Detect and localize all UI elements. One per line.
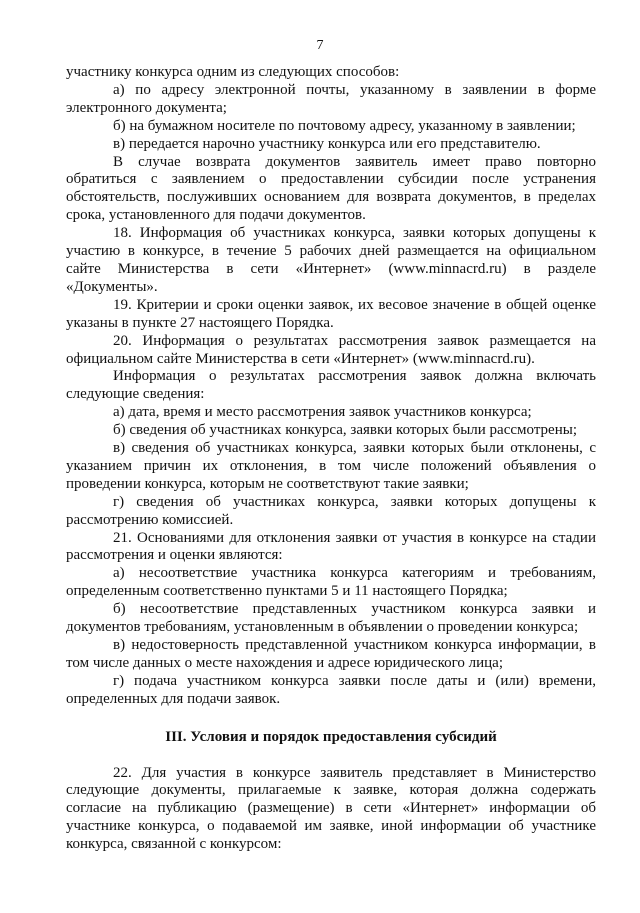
text-line: Информация о результатах рассмотрения заявок должна включать — [113, 368, 596, 385]
text-line: в) недостоверность представленной участником конкурса информации, в — [113, 637, 596, 653]
text-line: «Документы». — [66, 278, 158, 295]
text-line: б) сведения об участниках конкурса, заявки которых были рассмотрены; — [113, 422, 577, 439]
text-line: г) подача участником конкурса заявки после даты и (или) времени, — [113, 672, 596, 689]
text-line: в) сведения об участниках конкурса, заявки которых были отклонены, с — [113, 440, 596, 457]
text-line: б) на бумажном носителе по почтовому адресу, указанному в заявлении; — [113, 117, 576, 134]
text-line: следующие сведения: — [66, 386, 205, 403]
text-line: участнике конкурса, о подаваемой им заявке, иной информации об участнике — [66, 818, 596, 835]
text-line: 19. Критерии и сроки оценки заявок, их весовое значение в общей оценке — [113, 296, 596, 313]
section-heading: III. Условия и порядок предоставления субсидий — [165, 728, 497, 745]
page-number: 7 — [316, 38, 324, 53]
text-line: срока, установленного для подачи документов. — [66, 207, 366, 224]
text-line: В случае возврата документов заявитель имеет право повторно — [113, 153, 596, 170]
text-line: б) несоответствие представленных участником конкурса заявки и — [113, 601, 596, 618]
text-line: конкурса, связанной с конкурсом: — [66, 836, 282, 853]
text-line: 22. Для участия в конкурсе заявитель представляет в Министерство — [113, 764, 596, 781]
text-line: рассмотрения и оценки являются: — [66, 547, 283, 564]
text-block-procedure — [66, 64, 596, 709]
text-line: сайте Министерства в сети «Интернет» (www.minnacrd.ru) в разделе — [66, 260, 596, 277]
text-line: согласие на публикацию (размещение) в сети «Интернет» информации об — [66, 800, 596, 817]
text-block-conditions — [66, 765, 596, 855]
text-line: следующие документы, прилагаемые к заявке, которая должна содержать — [66, 782, 596, 799]
text-line: указаны в пункте 27 настоящего Порядка. — [66, 314, 334, 331]
text-line: обратиться с заявлением о предоставлении субсидии после устранения — [66, 171, 596, 188]
text-line: 20. Информация о результатах рассмотрения заявок размещается на — [113, 332, 596, 349]
text-line: обстоятельств, послуживших основанием для возврата документов, в пределах — [66, 189, 596, 206]
text-line: указанием причин их отклонения, в том числе положений объявления о — [66, 457, 596, 474]
text-line: а) несоответствие участника конкурса категориям и требованиям, — [113, 565, 596, 582]
text-line: а) дата, время и место рассмотрения заявок участников конкурса; — [113, 404, 532, 421]
text-line: документов требованиям, установленным в объявлении о проведении конкурса; — [66, 619, 579, 636]
text-line: участию в конкурсе, в течение 5 рабочих дней размещается на официальном — [66, 243, 596, 260]
text-line: определенных для подачи заявок. — [66, 690, 281, 707]
document-body — [66, 64, 596, 854]
text-line: в) передается нарочно участнику конкурса или его представителю. — [113, 135, 541, 152]
text-line: а) по адресу электронной почты, указанному в заявлении в форме — [113, 81, 596, 98]
text-line: участнику конкурса одним из следующих способов: — [66, 64, 400, 80]
text-line: г) сведения об участниках конкурса, заявки которых допущены к — [113, 493, 596, 510]
text-line: рассмотрению комиссией. — [66, 511, 234, 528]
text-line: 21. Основаниями для отклонения заявки от участия в конкурсе на стадии — [113, 529, 596, 546]
text-line: электронного документа; — [66, 99, 227, 116]
text-line: 18. Информация об участниках конкурса, заявки которых допущены к — [113, 225, 596, 242]
text-line: проведении конкурса, которым не соответствуют такие заявки; — [66, 475, 469, 492]
text-line: официальном сайте Министерства в сети «Интернет» (www.minnacrd.ru). — [66, 350, 535, 367]
text-line: том числе данных о месте нахождения и адресе юридического лица; — [66, 654, 503, 671]
text-line: определенным соответственно пунктами 5 и 11 настоящего Порядка; — [66, 583, 508, 600]
